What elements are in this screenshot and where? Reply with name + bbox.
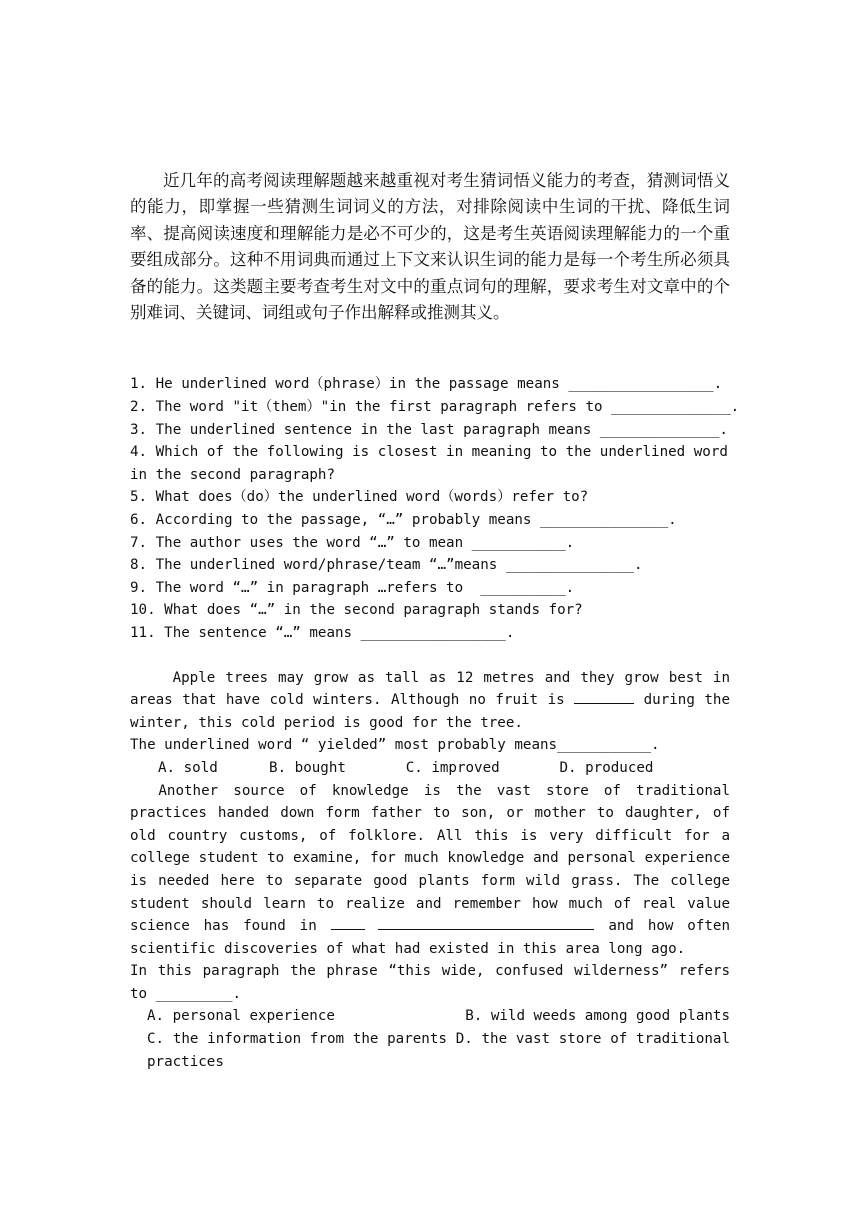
question-item: 10. What does “…” in the second paragraph stands for? [130, 602, 583, 619]
passage-text: Another source of knowledge is the vast store of traditional practices handed down form father to son, or mother to daughter, of old country customs, of folklore. All this is very difficult for a college student to examine, for much knowledge and personal experience is needed here to separate good plants form wild grass. The college student should learn to realize and remember how much of real value science has found in [130, 782, 730, 935]
question-item: 9. The word “…” in paragraph …refers to __________. [130, 579, 575, 596]
underlined-phrase-blank [378, 915, 594, 930]
question-item: 6. According to the passage, “…” probably means _______________. [130, 512, 677, 528]
document-page [130, 168, 740, 1073]
question-list [130, 373, 740, 644]
question-item: 7. The author uses the word “…” to mean ___________. [130, 534, 575, 551]
question-item: 1. He underlined word（phrase）in the passage means _________________. [130, 376, 723, 393]
passage-text: and how often scientific discoveries of what had existed in this area long ago. [130, 918, 730, 957]
option-d: D. produced [559, 759, 654, 776]
question-item: 8. The underlined word/phrase/team “…”means _______________. [130, 557, 643, 574]
underlined-phrase-blank [331, 915, 365, 930]
example-2-passage [130, 780, 730, 961]
option-c: C. the information from the parents [147, 1031, 447, 1048]
option-d: D. the vast store of traditional practices [147, 1031, 730, 1070]
example-2-options-row-1 [130, 1005, 730, 1028]
question-item: 2. The word "it（them）"in the first paragraph refers to ______________. [130, 399, 740, 416]
option-a: A. sold [158, 759, 218, 776]
example-1-question: The underlined word “ yielded” most probably means___________. [130, 737, 660, 754]
example-2-question: In this paragraph the phrase “this wide, confused wilderness” refers to _________. [130, 963, 730, 1002]
option-a: A. personal experience [147, 1008, 335, 1025]
question-item: 3. The underlined sentence in the last paragraph means ______________. [130, 421, 728, 438]
passage-text: during the winter, this cold period is good for the tree. [130, 692, 730, 731]
option-c: C. improved [405, 759, 500, 776]
example-2 [130, 780, 730, 1074]
example-1 [130, 667, 730, 780]
question-item: 5. What does（do）the underlined word（words）refer to? [130, 489, 589, 506]
question-item: 11. The sentence “…” means _________________. [130, 624, 515, 641]
question-item: 4. Which of the following is closest in meaning to the underlined word in the second paragraph? [130, 444, 737, 483]
example-2-options-row-2 [130, 1028, 730, 1073]
example-1-options [130, 757, 730, 780]
intro-section [130, 168, 730, 326]
option-b: B. bought [269, 759, 346, 776]
intro-paragraph: 近几年的高考阅读理解题越来越重视对考生猜词悟义能力的考查，猜测词悟义的能力，即掌握一些猜测生词词义的方法，对排除阅读中生词的干扰、降低生词率、提高阅读速度和理解能力是必不可少的，这是考生英语阅读理解能力的一个重要组成部分。这种不用词典而通过上下文来认识生词的能力是每一个考生所必须具备的能力。这类题主要考查考生对文中的重点词句的理解，要求考生对文章中的个别难词、关键词、词组或句子作出解释或推测其义。 [130, 171, 730, 323]
example-1-passage [130, 667, 730, 735]
underlined-word-blank [574, 689, 634, 704]
passage-text: Apple trees may grow as tall as 12 metres and they grow best in areas that have cold winters. Although no fruit is [130, 669, 730, 709]
option-b: B. wild weeds among good plants [465, 1008, 730, 1025]
